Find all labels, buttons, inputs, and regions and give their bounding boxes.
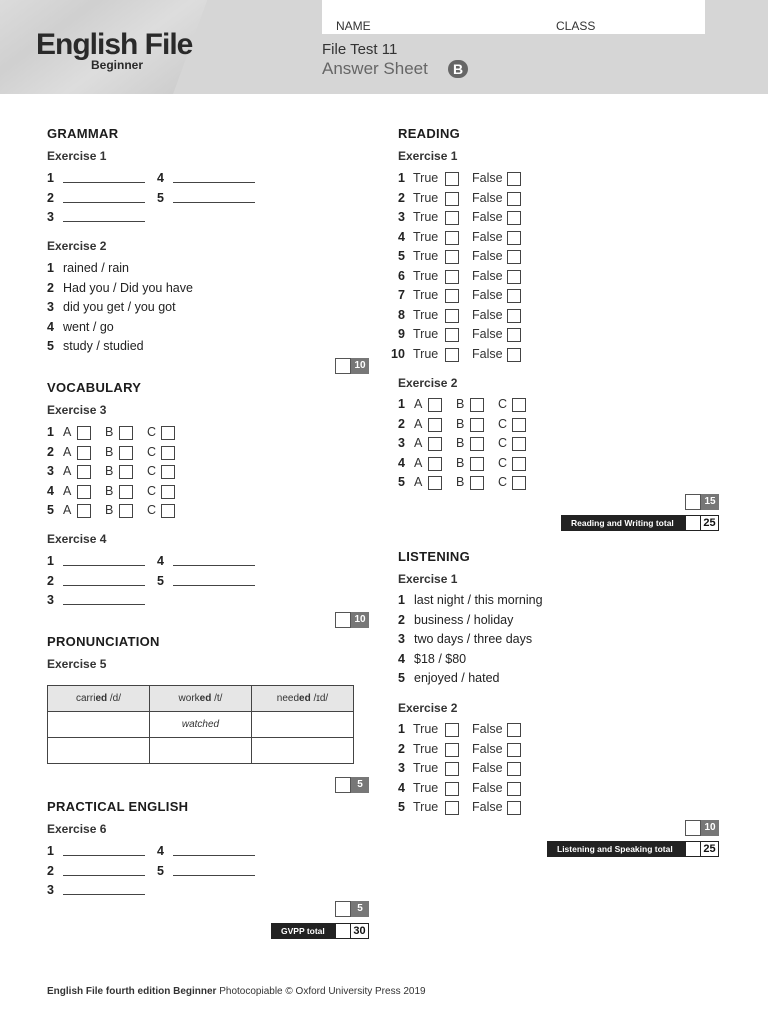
option-checkbox[interactable] bbox=[77, 485, 91, 499]
option-checkbox[interactable] bbox=[428, 437, 442, 451]
vocabulary-score-max: 10 bbox=[351, 612, 369, 628]
item-number: 9 bbox=[398, 327, 405, 341]
answer-blank[interactable] bbox=[63, 894, 145, 895]
item-number: 1 bbox=[398, 593, 405, 607]
item-number: 1 bbox=[398, 722, 405, 736]
item-number: 5 bbox=[157, 190, 164, 205]
item-number: 5 bbox=[157, 573, 164, 588]
brand-subtitle: Beginner bbox=[91, 58, 144, 72]
gvpp-total-label: GVPP total bbox=[271, 923, 335, 939]
answer-option-item bbox=[398, 593, 543, 607]
true-checkbox[interactable] bbox=[445, 211, 459, 225]
pron-cell[interactable] bbox=[48, 738, 150, 764]
false-label: False bbox=[472, 741, 503, 756]
footer-title: English File fourth edition Beginner bbox=[47, 986, 217, 997]
false-label: False bbox=[472, 249, 503, 263]
practical-exercise6-label: Exercise 6 bbox=[47, 822, 107, 836]
true-label: True bbox=[413, 761, 439, 775]
pronunciation-score bbox=[335, 777, 369, 793]
vocabulary-exercise3-label: Exercise 3 bbox=[47, 403, 107, 417]
vocabulary-score bbox=[335, 612, 369, 628]
answer-blank[interactable] bbox=[63, 565, 145, 566]
answer-text: $18 / $80 bbox=[414, 651, 467, 666]
option-checkbox[interactable] bbox=[428, 398, 442, 412]
true-label: True bbox=[413, 346, 439, 361]
false-label: False bbox=[472, 190, 503, 205]
item-number: 5 bbox=[398, 800, 405, 814]
item-number: 4 bbox=[398, 229, 405, 244]
option-letter: C bbox=[147, 425, 157, 439]
answer-text: rained / rain bbox=[63, 261, 130, 275]
item-number: 8 bbox=[398, 307, 405, 322]
true-checkbox[interactable] bbox=[445, 328, 459, 342]
false-label: False bbox=[472, 307, 503, 322]
false-checkbox[interactable] bbox=[507, 211, 521, 225]
item-number: 4 bbox=[157, 554, 164, 568]
grammar-score-max: 10 bbox=[351, 358, 369, 374]
name-class-box[interactable] bbox=[322, 0, 705, 34]
false-checkbox[interactable] bbox=[507, 801, 521, 815]
gvpp-total bbox=[271, 923, 369, 939]
listening-heading: LISTENING bbox=[398, 549, 471, 564]
item-number: 2 bbox=[398, 741, 405, 756]
answer-text: two days / three days bbox=[414, 632, 533, 646]
brand-logo: English File bbox=[36, 28, 193, 61]
option-checkbox[interactable] bbox=[428, 476, 442, 490]
pron-header-stem: work bbox=[178, 693, 200, 704]
pron-column-header bbox=[150, 686, 252, 712]
true-label: True bbox=[413, 307, 439, 322]
option-letter: B bbox=[105, 444, 114, 459]
item-number: 7 bbox=[398, 288, 405, 302]
false-label: False bbox=[472, 327, 503, 341]
true-checkbox[interactable] bbox=[445, 743, 459, 757]
listening-speaking-total bbox=[547, 841, 719, 857]
listening-exercise2-label: Exercise 2 bbox=[398, 701, 458, 715]
item-number: 2 bbox=[47, 190, 54, 205]
item-number: 2 bbox=[398, 416, 405, 431]
answer-text: did you get / you got bbox=[63, 300, 176, 314]
item-number: 3 bbox=[47, 464, 54, 478]
pron-cell[interactable] bbox=[48, 712, 150, 738]
pron-header-sound: /t/ bbox=[211, 693, 223, 704]
option-letter: B bbox=[456, 475, 465, 489]
option-checkbox[interactable] bbox=[77, 446, 91, 460]
answer-blank[interactable] bbox=[63, 855, 145, 856]
version-badge: B bbox=[448, 60, 468, 78]
pronunciation-table bbox=[47, 685, 354, 764]
false-checkbox[interactable] bbox=[507, 723, 521, 737]
option-letter: A bbox=[414, 436, 423, 450]
true-label: True bbox=[413, 190, 439, 205]
pron-header-stem: carri bbox=[75, 693, 96, 704]
option-letter: B bbox=[105, 464, 114, 478]
item-number: 4 bbox=[47, 319, 54, 334]
reading-exercise1-label: Exercise 1 bbox=[398, 149, 458, 163]
grammar-heading: GRAMMAR bbox=[47, 126, 119, 141]
item-number: 1 bbox=[47, 425, 54, 439]
pronunciation-exercise5-label: Exercise 5 bbox=[47, 657, 107, 671]
gvpp-total-input[interactable] bbox=[335, 923, 351, 939]
option-letter: B bbox=[105, 425, 114, 439]
answer-blank[interactable] bbox=[63, 875, 145, 876]
listening-exercise1-label: Exercise 1 bbox=[398, 572, 458, 586]
answer-option-item bbox=[398, 671, 500, 685]
item-number: 3 bbox=[47, 210, 54, 224]
reading-writing-total bbox=[561, 515, 719, 531]
false-checkbox[interactable] bbox=[507, 348, 521, 362]
answer-blank[interactable] bbox=[173, 182, 255, 183]
true-checkbox[interactable] bbox=[445, 348, 459, 362]
option-letter: B bbox=[105, 503, 114, 517]
item-number: 1 bbox=[398, 171, 405, 185]
true-checkbox[interactable] bbox=[445, 192, 459, 206]
pron-header-sound: /d/ bbox=[107, 693, 122, 704]
answer-text: study / studied bbox=[63, 339, 144, 353]
option-checkbox[interactable] bbox=[512, 418, 526, 432]
option-letter: C bbox=[498, 475, 508, 489]
answer-text: went / go bbox=[63, 319, 114, 334]
option-letter: C bbox=[147, 503, 157, 517]
option-letter: A bbox=[63, 464, 72, 478]
item-number: 4 bbox=[47, 483, 54, 498]
item-number: 6 bbox=[398, 268, 405, 283]
option-checkbox[interactable] bbox=[77, 465, 91, 479]
true-label: True bbox=[413, 327, 439, 341]
true-checkbox[interactable] bbox=[445, 723, 459, 737]
answer-blank[interactable] bbox=[173, 565, 255, 566]
item-number: 5 bbox=[157, 863, 164, 878]
option-checkbox[interactable] bbox=[119, 446, 133, 460]
option-letter: A bbox=[414, 455, 423, 470]
option-letter: A bbox=[414, 416, 423, 431]
false-checkbox[interactable] bbox=[507, 289, 521, 303]
true-checkbox[interactable] bbox=[445, 270, 459, 284]
true-label: True bbox=[413, 171, 439, 185]
item-number: 3 bbox=[47, 593, 54, 607]
option-checkbox[interactable] bbox=[470, 398, 484, 412]
option-checkbox[interactable] bbox=[470, 418, 484, 432]
false-label: False bbox=[472, 800, 503, 814]
pronunciation-heading: PRONUNCIATION bbox=[47, 634, 160, 649]
true-label: True bbox=[413, 210, 439, 224]
true-checkbox[interactable] bbox=[445, 231, 459, 245]
false-label: False bbox=[472, 171, 503, 185]
listening-score bbox=[685, 820, 719, 836]
true-checkbox[interactable] bbox=[445, 762, 459, 776]
reading-writing-total-max: 25 bbox=[701, 515, 719, 531]
option-letter: C bbox=[498, 416, 508, 431]
option-checkbox[interactable] bbox=[119, 504, 133, 518]
item-number: 5 bbox=[398, 671, 405, 685]
pron-cell[interactable] bbox=[150, 738, 252, 764]
false-checkbox[interactable] bbox=[507, 328, 521, 342]
grammar-exercise1-label: Exercise 1 bbox=[47, 149, 107, 163]
false-label: False bbox=[472, 268, 503, 283]
option-letter: A bbox=[63, 503, 72, 517]
answer-blank[interactable] bbox=[63, 221, 145, 222]
option-checkbox[interactable] bbox=[470, 457, 484, 471]
pron-column-header bbox=[48, 686, 150, 712]
item-number: 1 bbox=[47, 554, 54, 568]
name-label: NAME bbox=[336, 19, 371, 33]
pron-header-ending: ed bbox=[95, 693, 108, 704]
answer-option-item bbox=[398, 632, 532, 646]
false-checkbox[interactable] bbox=[507, 192, 521, 206]
option-letter: C bbox=[498, 436, 508, 450]
item-number: 3 bbox=[398, 436, 405, 450]
item-number: 3 bbox=[398, 761, 405, 775]
false-checkbox[interactable] bbox=[507, 762, 521, 776]
reading-score bbox=[685, 494, 719, 510]
answer-blank[interactable] bbox=[173, 585, 255, 586]
item-number: 5 bbox=[47, 339, 54, 353]
false-checkbox[interactable] bbox=[507, 270, 521, 284]
answer-text: last night / this morning bbox=[414, 593, 543, 607]
pronunciation-score-max: 5 bbox=[351, 777, 369, 793]
item-number: 1 bbox=[47, 171, 54, 185]
true-label: True bbox=[413, 800, 439, 814]
answer-blank[interactable] bbox=[63, 604, 145, 605]
true-label: True bbox=[413, 780, 439, 795]
item-number: 2 bbox=[47, 280, 54, 295]
item-number: 1 bbox=[47, 844, 54, 858]
option-checkbox[interactable] bbox=[161, 426, 175, 440]
practical-score-max: 5 bbox=[351, 901, 369, 917]
false-label: False bbox=[472, 722, 503, 736]
footer bbox=[47, 986, 426, 997]
true-checkbox[interactable] bbox=[445, 250, 459, 264]
item-number: 2 bbox=[47, 863, 54, 878]
listening-speaking-total-label: Listening and Speaking total bbox=[547, 841, 685, 857]
item-number: 5 bbox=[398, 475, 405, 489]
vocabulary-heading: VOCABULARY bbox=[47, 380, 142, 395]
pronunciation-score-input[interactable] bbox=[335, 777, 351, 793]
item-number: 2 bbox=[47, 573, 54, 588]
option-letter: A bbox=[63, 483, 72, 498]
item-number: 3 bbox=[47, 883, 54, 897]
answer-option-item bbox=[47, 339, 144, 353]
true-label: True bbox=[413, 288, 439, 302]
option-letter: B bbox=[456, 397, 465, 411]
item-number: 5 bbox=[47, 503, 54, 517]
answer-option-item bbox=[47, 261, 129, 275]
answer-text: Had you / Did you have bbox=[63, 280, 193, 295]
option-checkbox[interactable] bbox=[161, 485, 175, 499]
true-label: True bbox=[413, 268, 439, 283]
false-checkbox[interactable] bbox=[507, 743, 521, 757]
option-checkbox[interactable] bbox=[512, 476, 526, 490]
option-letter: C bbox=[147, 483, 157, 498]
false-label: False bbox=[472, 288, 503, 302]
vocabulary-score-input[interactable] bbox=[335, 612, 351, 628]
option-letter: B bbox=[456, 416, 465, 431]
pron-header-stem: need bbox=[276, 693, 300, 704]
item-number: 2 bbox=[47, 444, 54, 459]
option-letter: B bbox=[456, 455, 465, 470]
item-number: 1 bbox=[398, 397, 405, 411]
option-letter: A bbox=[414, 397, 423, 411]
false-label: False bbox=[472, 346, 503, 361]
listening-score-input[interactable] bbox=[685, 820, 701, 836]
answer-text: enjoyed / hated bbox=[414, 671, 500, 685]
pron-header-sound: /ɪd/ bbox=[310, 693, 329, 704]
option-letter: B bbox=[456, 436, 465, 450]
pron-header-ending: ed bbox=[199, 693, 212, 704]
true-label: True bbox=[413, 741, 439, 756]
grammar-score-input[interactable] bbox=[335, 358, 351, 374]
option-letter: C bbox=[147, 444, 157, 459]
reading-score-max: 15 bbox=[701, 494, 719, 510]
pron-column-header bbox=[252, 686, 354, 712]
option-letter: B bbox=[105, 483, 114, 498]
true-checkbox[interactable] bbox=[445, 801, 459, 815]
true-checkbox[interactable] bbox=[445, 289, 459, 303]
item-number: 4 bbox=[157, 171, 164, 185]
pron-cell[interactable] bbox=[252, 738, 354, 764]
pron-header-ending: ed bbox=[299, 693, 311, 704]
answer-option-item bbox=[47, 300, 176, 314]
pron-cell[interactable] bbox=[252, 712, 354, 738]
footer-copyright: Photocopiable © Oxford University Press 2019 bbox=[219, 986, 426, 997]
true-label: True bbox=[413, 722, 439, 736]
practical-english-heading: PRACTICAL ENGLISH bbox=[47, 799, 189, 814]
pron-cell-example bbox=[150, 712, 252, 738]
false-label: False bbox=[472, 210, 503, 224]
answer-blank[interactable] bbox=[173, 855, 255, 856]
option-checkbox[interactable] bbox=[77, 504, 91, 518]
false-checkbox[interactable] bbox=[507, 172, 521, 186]
option-checkbox[interactable] bbox=[77, 426, 91, 440]
option-checkbox[interactable] bbox=[428, 418, 442, 432]
listening-speaking-total-input[interactable] bbox=[685, 841, 701, 857]
item-number: 5 bbox=[398, 249, 405, 263]
answer-option-item bbox=[47, 281, 193, 295]
option-checkbox[interactable] bbox=[119, 465, 133, 479]
option-checkbox[interactable] bbox=[428, 457, 442, 471]
item-number: 4 bbox=[157, 844, 164, 858]
option-checkbox[interactable] bbox=[161, 504, 175, 518]
practical-score bbox=[335, 901, 369, 917]
item-number: 10 bbox=[391, 346, 405, 361]
option-checkbox[interactable] bbox=[119, 426, 133, 440]
option-checkbox[interactable] bbox=[512, 437, 526, 451]
false-checkbox[interactable] bbox=[507, 250, 521, 264]
listening-score-max: 10 bbox=[701, 820, 719, 836]
answer-text: business / holiday bbox=[414, 612, 514, 627]
item-number: 4 bbox=[398, 455, 405, 470]
header-band bbox=[0, 0, 768, 94]
reading-score-input[interactable] bbox=[685, 494, 701, 510]
grammar-score bbox=[335, 358, 369, 374]
practical-score-input[interactable] bbox=[335, 901, 351, 917]
reading-writing-total-label: Reading and Writing total bbox=[561, 515, 685, 531]
option-checkbox[interactable] bbox=[119, 485, 133, 499]
answer-blank[interactable] bbox=[63, 182, 145, 183]
false-checkbox[interactable] bbox=[507, 309, 521, 323]
false-label: False bbox=[472, 780, 503, 795]
true-label: True bbox=[413, 229, 439, 244]
option-letter: A bbox=[414, 475, 423, 489]
option-letter: C bbox=[147, 464, 157, 478]
true-checkbox[interactable] bbox=[445, 172, 459, 186]
option-letter: A bbox=[63, 444, 72, 459]
vocabulary-exercise4-label: Exercise 4 bbox=[47, 532, 107, 546]
item-number: 4 bbox=[398, 780, 405, 795]
grammar-exercise2-label: Exercise 2 bbox=[47, 239, 107, 253]
reading-writing-total-input[interactable] bbox=[685, 515, 701, 531]
reading-heading: READING bbox=[398, 126, 461, 141]
option-letter: A bbox=[63, 425, 72, 439]
test-title: File Test 11 bbox=[322, 41, 398, 58]
reading-exercise2-label: Exercise 2 bbox=[398, 376, 458, 390]
item-number: 1 bbox=[47, 261, 54, 275]
class-label: CLASS bbox=[556, 19, 596, 33]
pron-example: watched bbox=[181, 719, 220, 730]
option-checkbox[interactable] bbox=[470, 437, 484, 451]
option-checkbox[interactable] bbox=[512, 457, 526, 471]
option-letter: C bbox=[498, 455, 508, 470]
option-checkbox[interactable] bbox=[512, 398, 526, 412]
false-label: False bbox=[472, 229, 503, 244]
answer-option-item bbox=[398, 613, 513, 627]
answer-blank[interactable] bbox=[173, 875, 255, 876]
option-checkbox[interactable] bbox=[161, 446, 175, 460]
option-checkbox[interactable] bbox=[161, 465, 175, 479]
item-number: 3 bbox=[47, 300, 54, 314]
option-checkbox[interactable] bbox=[470, 476, 484, 490]
item-number: 4 bbox=[398, 651, 405, 666]
item-number: 2 bbox=[398, 612, 405, 627]
item-number: 2 bbox=[398, 190, 405, 205]
true-checkbox[interactable] bbox=[445, 309, 459, 323]
item-number: 3 bbox=[398, 210, 405, 224]
item-number: 3 bbox=[398, 632, 405, 646]
option-letter: C bbox=[498, 397, 508, 411]
true-label: True bbox=[413, 249, 439, 263]
answer-blank[interactable] bbox=[173, 202, 255, 203]
answer-option-item bbox=[47, 320, 114, 334]
answer-blank[interactable] bbox=[63, 585, 145, 586]
answer-blank[interactable] bbox=[63, 202, 145, 203]
sheet-title: Answer Sheet bbox=[322, 59, 428, 78]
false-checkbox[interactable] bbox=[507, 231, 521, 245]
gvpp-total-max: 30 bbox=[351, 923, 369, 939]
listening-speaking-total-max: 25 bbox=[701, 841, 719, 857]
false-label: False bbox=[472, 761, 503, 775]
true-checkbox[interactable] bbox=[445, 782, 459, 796]
answer-option-item bbox=[398, 652, 466, 666]
false-checkbox[interactable] bbox=[507, 782, 521, 796]
